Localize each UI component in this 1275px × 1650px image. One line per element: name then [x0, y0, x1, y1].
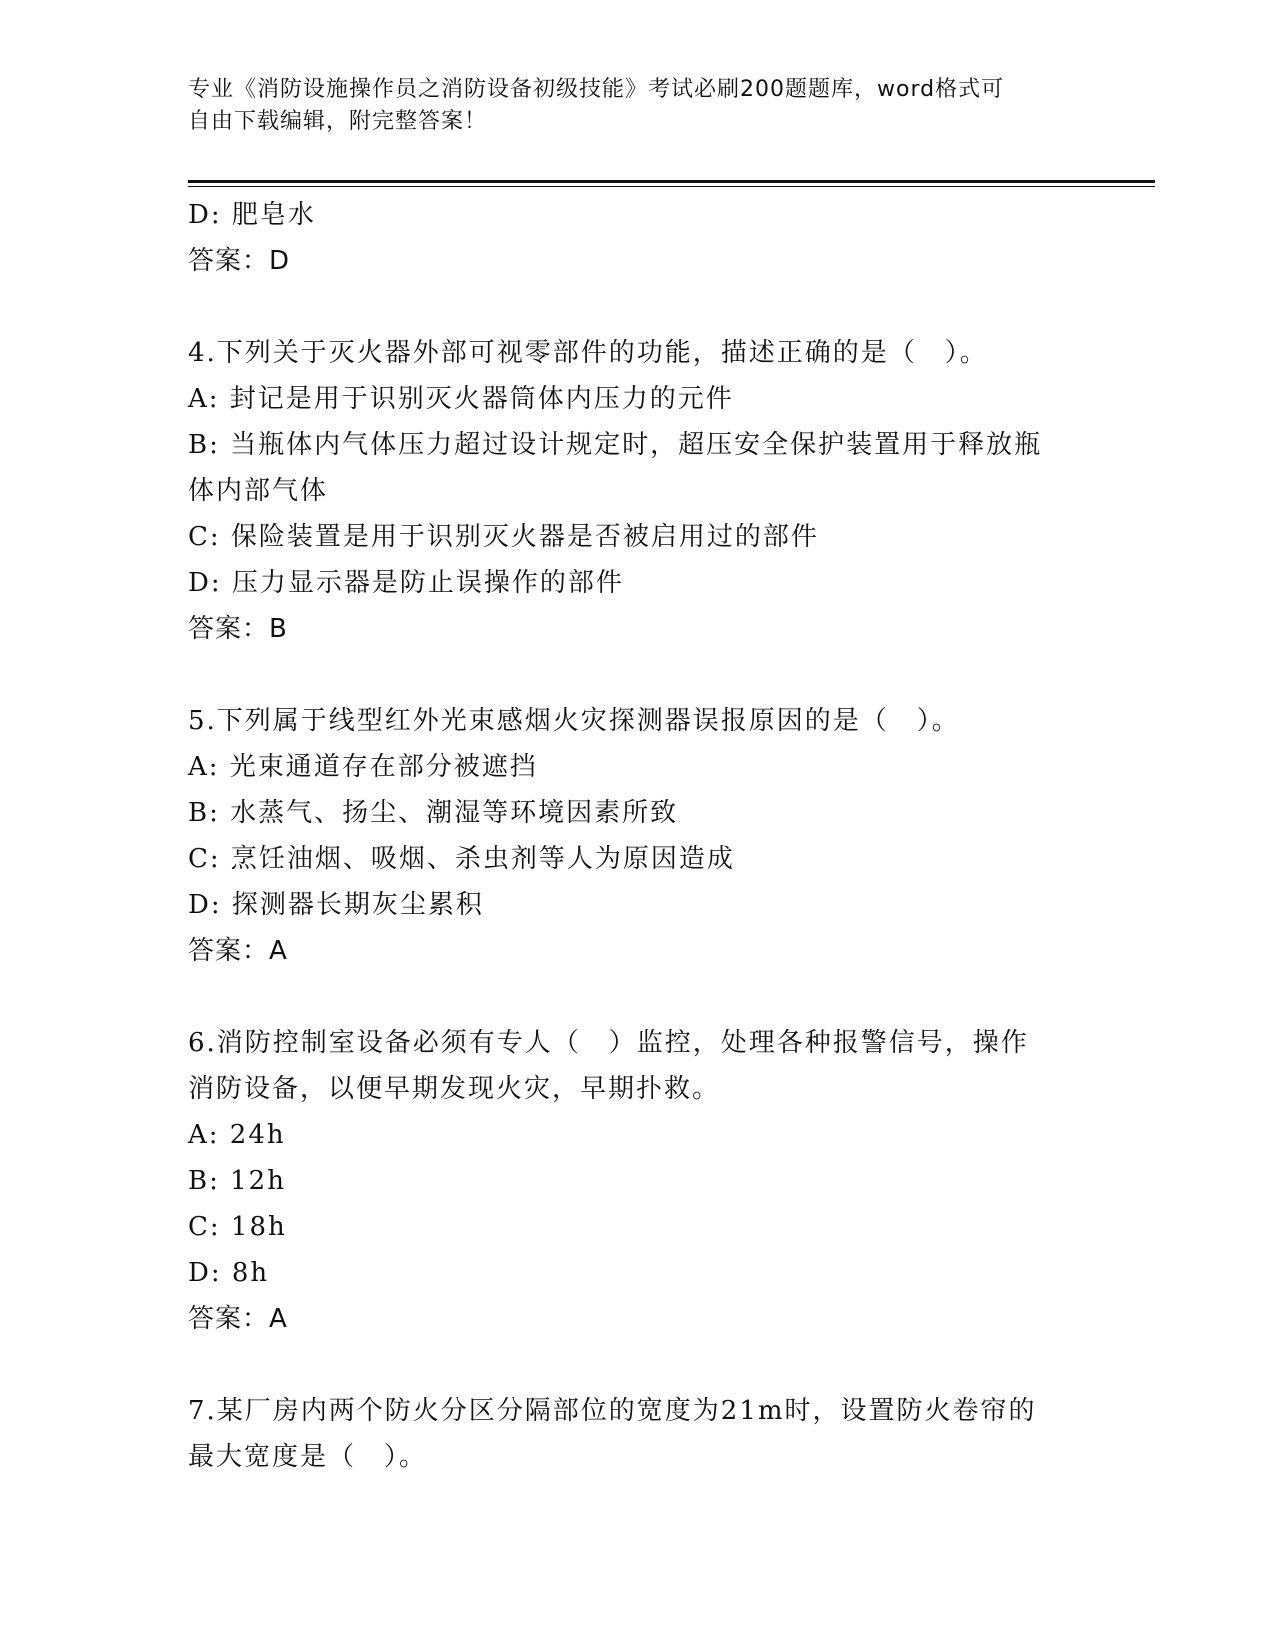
option-a: A: 24h [188, 1120, 286, 1150]
answer-line: 答案：B [188, 614, 288, 644]
answer-line: 答案：D [188, 246, 291, 276]
question-stem: 4.下列关于灭火器外部可视零部件的功能，描述正确的是（ ）。 [188, 338, 988, 368]
spacer [188, 974, 1088, 1020]
option-b-line-1: B: 当瓶体内气体压力超过设计规定时，超压安全保护装置用于释放瓶 [188, 430, 1043, 460]
spacer [188, 652, 1088, 698]
question-7 [188, 1388, 1088, 1480]
answer-line: 答案：A [188, 936, 288, 966]
header-title-line-1: 专业《消防设施操作员之消防设备初级技能》考试必刷200题题库，word格式可 [188, 77, 1005, 102]
question-3-tail [188, 192, 1088, 284]
option-b-line-2: 体内部气体 [188, 476, 329, 506]
option-b: B: 水蒸气、扬尘、潮湿等环境因素所致 [188, 798, 679, 828]
option-c: C: 保险装置是用于识别灭火器是否被启用过的部件 [188, 522, 819, 552]
option-b: B: 12h [188, 1166, 286, 1196]
option-c: C: 烹饪油烟、吸烟、杀虫剂等人为原因造成 [188, 844, 735, 874]
question-4 [188, 330, 1088, 652]
question-stem-line-2: 最大宽度是（ ）。 [188, 1442, 428, 1472]
option-d: D: 8h [188, 1258, 270, 1288]
answer-line: 答案：A [188, 1304, 288, 1334]
question-stem-line-1: 6.消防控制室设备必须有专人（ ）监控，处理各种报警信号，操作 [188, 1028, 1029, 1058]
option-a: A: 光束通道存在部分被遮挡 [188, 752, 538, 782]
option-d: D: 探测器长期灰尘累积 [188, 890, 484, 920]
question-list [188, 192, 1088, 1480]
header-title-line-2: 自由下载编辑，附完整答案！ [188, 109, 488, 134]
option-a: A: 封记是用于识别灭火器筒体内压力的元件 [188, 384, 734, 414]
option-d: D: 肥皂水 [188, 200, 316, 230]
option-c: C: 18h [188, 1212, 287, 1242]
header-divider-thin [188, 186, 1155, 187]
document-header [188, 74, 1068, 138]
question-5 [188, 698, 1088, 974]
spacer [188, 284, 1088, 330]
header-divider-thick [188, 180, 1155, 183]
question-stem: 5.下列属于线型红外光束感烟火灾探测器误报原因的是（ ）。 [188, 706, 960, 736]
question-stem-line-1: 7.某厂房内两个防火分区分隔部位的宽度为21m时，设置防火卷帘的 [188, 1396, 1037, 1426]
question-stem-line-2: 消防设备，以便早期发现火灾，早期扑救。 [188, 1074, 721, 1104]
option-d: D: 压力显示器是防止误操作的部件 [188, 568, 624, 598]
question-6 [188, 1020, 1088, 1342]
spacer [188, 1342, 1088, 1388]
